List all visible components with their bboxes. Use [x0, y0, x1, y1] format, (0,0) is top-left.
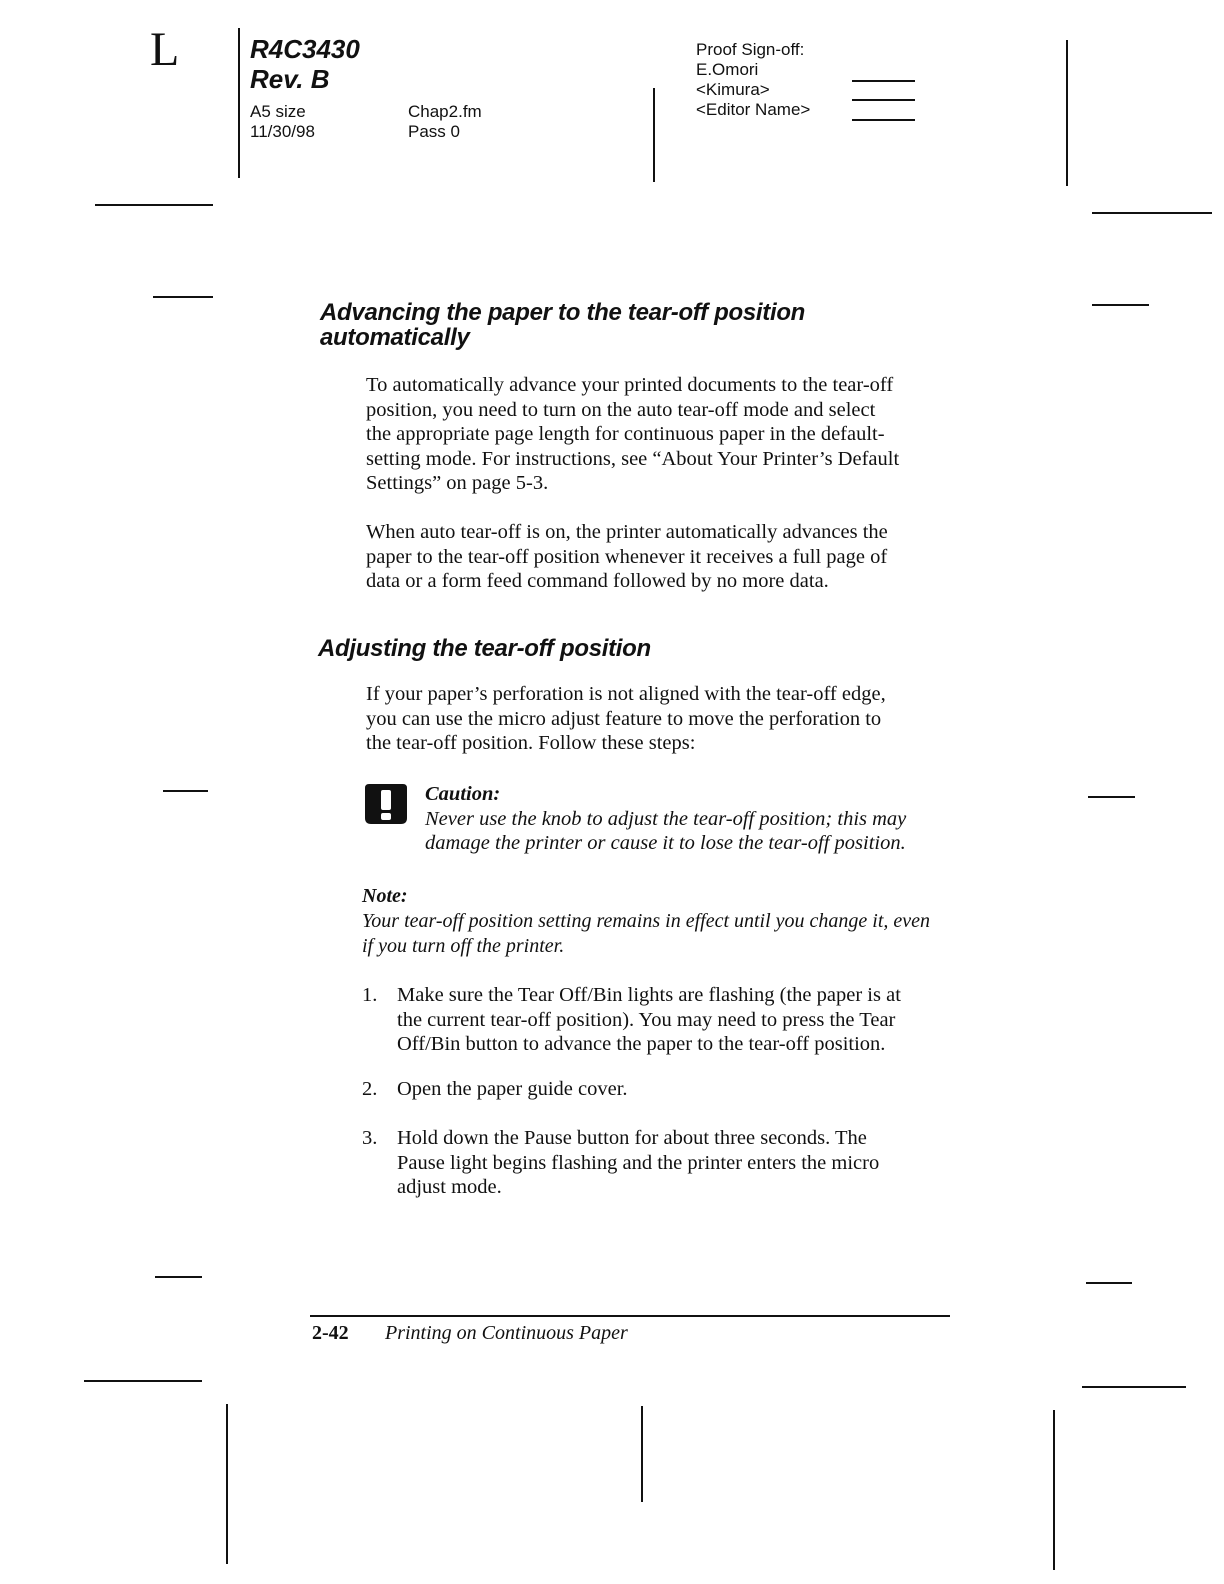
proof-name: E.Omori — [696, 60, 759, 79]
text-line: Off/Bin button to advance the paper to the tear-off position. — [397, 1033, 886, 1055]
header-divider-right — [1066, 40, 1068, 186]
proof-title: Proof Sign-off: — [696, 40, 805, 59]
caution-text: Never use the knob to adjust the tear-off position; this may — [425, 807, 907, 830]
crop-mark — [641, 1406, 643, 1502]
crop-mark — [226, 1404, 228, 1564]
step-2-text — [397, 1077, 957, 1102]
crop-mark — [153, 296, 213, 298]
paragraph-auto-advance — [366, 373, 966, 496]
step-number: 3. — [362, 1127, 378, 1149]
caution-block — [425, 782, 906, 856]
sign-off-line — [852, 99, 915, 101]
caution-label: Caution: — [425, 783, 501, 805]
caution-icon — [363, 782, 409, 828]
note-text: Your tear-off position setting remains in effect until you change it, even — [362, 910, 931, 932]
text-line: Hold down the Pause button for about three seconds. The — [397, 1127, 867, 1149]
file-name: Chap2.fm — [408, 102, 482, 121]
text-line: setting mode. For instructions, see “About Your Printer’s Default — [366, 447, 900, 470]
text-line: Pause light begins flashing and the printer enters the micro — [397, 1151, 880, 1174]
caution-text: damage the printer or cause it to lose the tear-off position. — [425, 832, 906, 854]
corner-letter: L — [150, 23, 180, 76]
crop-mark — [155, 1276, 202, 1278]
document-date: 11/30/98 — [250, 122, 315, 141]
document-revision: Rev. B — [250, 64, 330, 94]
page-number: 2-42 — [312, 1322, 349, 1344]
chapter-title: Printing on Continuous Paper — [385, 1322, 628, 1344]
crop-mark — [1092, 212, 1212, 214]
text-line: Settings” on page 5-3. — [366, 472, 549, 494]
text-line: paper to the tear-off position whenever it receives a full page of — [366, 545, 888, 568]
text-line: position, you need to turn on the auto tear-off mode and select — [366, 398, 876, 421]
header-divider-left — [238, 28, 240, 178]
text-line: data or a form feed command followed by no more data. — [366, 570, 829, 592]
crop-mark — [1088, 796, 1135, 798]
pass-number: Pass 0 — [408, 122, 460, 141]
text-line: you can use the micro adjust feature to move the perforation to — [366, 707, 882, 730]
text-line: To automatically advance your printed documents to the tear-off — [366, 374, 894, 396]
note-block — [362, 884, 962, 959]
crop-mark — [1092, 304, 1149, 306]
text-line: If your paper’s perforation is not aligned with the tear-off edge, — [366, 683, 886, 705]
step-3-text — [397, 1126, 957, 1200]
section-heading-auto-tear-off — [320, 300, 805, 350]
note-label: Note: — [362, 885, 408, 907]
text-line: Open the paper guide cover. — [397, 1078, 628, 1100]
footer-rule — [310, 1315, 950, 1317]
heading-line: automatically — [320, 324, 470, 351]
crop-mark — [84, 1380, 202, 1382]
step-1-text — [397, 983, 957, 1057]
crop-mark — [95, 204, 213, 206]
paragraph-auto-tear-off-on — [366, 520, 966, 594]
proof-name: <Editor Name> — [696, 100, 811, 119]
proof-sign-off — [696, 40, 810, 120]
step-number: 2. — [362, 1078, 378, 1100]
text-line: adjust mode. — [397, 1176, 502, 1198]
paragraph-perforation — [366, 682, 966, 756]
document-code: R4C3430 — [250, 34, 360, 64]
text-line: the tear-off position. Follow these steps: — [366, 732, 696, 754]
note-text: if you turn off the printer. — [362, 935, 565, 957]
crop-mark — [1082, 1386, 1186, 1388]
text-line: Make sure the Tear Off/Bin lights are flashing (the paper is at — [397, 984, 901, 1006]
text-line: the appropriate page length for continuous paper in the default- — [366, 423, 885, 445]
text-line: the current tear-off position). You may need to press the Tear — [397, 1008, 896, 1031]
section-heading-adjust-tear-off: Adjusting the tear-off position — [318, 635, 651, 662]
crop-mark — [1053, 1410, 1055, 1570]
header-divider-middle — [653, 88, 655, 182]
proof-name: <Kimura> — [696, 80, 770, 99]
text-line: When auto tear-off is on, the printer automatically advances the — [366, 521, 888, 543]
crop-mark — [1086, 1282, 1132, 1284]
paper-size: A5 size — [250, 102, 306, 121]
crop-mark — [163, 790, 208, 792]
sign-off-line — [852, 119, 915, 121]
step-number: 1. — [362, 984, 378, 1006]
sign-off-line — [852, 80, 915, 82]
heading-line: Advancing the paper to the tear-off position — [320, 299, 806, 326]
